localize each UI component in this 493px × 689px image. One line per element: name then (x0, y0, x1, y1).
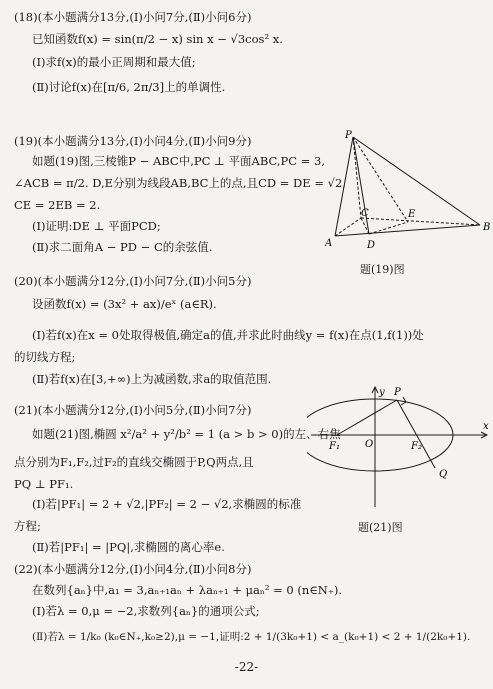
q19-label-C: C (361, 208, 369, 219)
q21-label-x: x (483, 421, 489, 432)
q21-part1-cont: 方程; (14, 519, 41, 533)
q21-label-P: P (394, 387, 401, 398)
q20-part2: (Ⅱ)若f(x)在[3,+∞)上为减函数,求a的取值范围. (32, 372, 272, 386)
q21-figure (307, 383, 493, 513)
q21-label-F1: F₁ (329, 441, 340, 452)
q22-part2: (Ⅱ)若λ = 1/k₀ (k₀∈N₊,k₀≥2),μ = −1,证明:2 + 1/(3k₀+1) < a_(k₀+1) < 2 + 1/(2k₀+1). (32, 631, 471, 643)
q19-line2: ∠ACB = π/2. D,E分别为线段AB,BC上的点,且CD = DE = √2, (14, 176, 346, 190)
q22-header: (22)(本小题满分12分,(Ⅰ)小问4分,(Ⅱ)小问8分) (14, 562, 252, 576)
q21-line2: 点分别为F₁,F₂,过F₂的直线交椭圆于P,Q两点,且 (14, 455, 254, 469)
q21-part1: (Ⅰ)若|PF₁| = 2 + √2,|PF₂| = 2 − √2,求椭圆的标准 (32, 497, 302, 511)
q18-part2: (Ⅱ)讨论f(x)在[π/6, 2π/3]上的单调性. (32, 80, 226, 94)
q21-line3: PQ ⊥ PF₁. (14, 477, 74, 491)
q21-part2: (Ⅱ)若|PF₁| = |PQ|,求椭圆的离心率e. (32, 540, 225, 554)
q19-label-P: P (345, 130, 352, 141)
q21-header: (21)(本小题满分12分,(Ⅰ)小问5分,(Ⅱ)小问7分) (14, 403, 252, 417)
q21-label-y: y (379, 387, 385, 398)
q19-line1: 如题(19)图,三棱锥P − ABC中,PC ⊥ 平面ABC,PC = 3, (32, 154, 326, 168)
q19-label-D: D (367, 240, 376, 251)
q21-label-Q: Q (439, 469, 448, 480)
q20-stem: 设函数f(x) = (3x² + ax)/eˣ (a∈R). (32, 297, 217, 311)
q19-header: (19)(本小题满分13分,(Ⅰ)小问4分,(Ⅱ)小问9分) (14, 134, 252, 148)
q21-label-F2: F₂ (411, 441, 422, 452)
q19-label-E: E (408, 209, 416, 220)
q20-header: (20)(本小题满分12分,(Ⅰ)小问7分,(Ⅱ)小问5分) (14, 274, 252, 288)
q19-part1: (Ⅰ)证明:DE ⊥ 平面PCD; (32, 219, 161, 233)
q18-part1: (Ⅰ)求f(x)的最小正周期和最大值; (32, 55, 196, 69)
q18-header: (18)(本小题满分13分,(Ⅰ)小问7分,(Ⅱ)小问6分) (14, 10, 252, 24)
q22-part1: (Ⅰ)若λ = 0,μ = −2,求数列{aₙ}的通项公式; (32, 604, 260, 618)
q19-line3: CE = 2EB = 2. (14, 198, 101, 212)
q20-part1: (Ⅰ)若f(x)在x = 0处取得极值,确定a的值,并求此时曲线y = f(x)在点(1,f(1))处 (32, 328, 424, 342)
q18-stem: 已知函数f(x) = sin(π/2 − x) sin x − √3cos² x. (32, 32, 283, 46)
q19-label-A: A (325, 238, 333, 249)
page-number: -22- (234, 660, 259, 674)
q19-caption: 题(19)图 (360, 263, 405, 276)
q21-line1: 如题(21)图,椭圆 x²/a² + y²/b² = 1 (a > b > 0)的左、右焦 (32, 427, 341, 441)
q21-caption: 题(21)图 (358, 521, 403, 534)
q22-line1: 在数列{aₙ}中,a₁ = 3,aₙ₊₁aₙ + λaₙ₊₁ + μaₙ² = 0 (n∈N₊). (32, 583, 343, 597)
q19-part2: (Ⅱ)求二面角A − PD − C的余弦值. (32, 240, 213, 254)
q21-label-O: O (365, 439, 374, 450)
q20-part1-cont: 的切线方程; (14, 350, 76, 364)
q19-figure (325, 128, 493, 252)
q19-label-B: B (483, 222, 491, 233)
